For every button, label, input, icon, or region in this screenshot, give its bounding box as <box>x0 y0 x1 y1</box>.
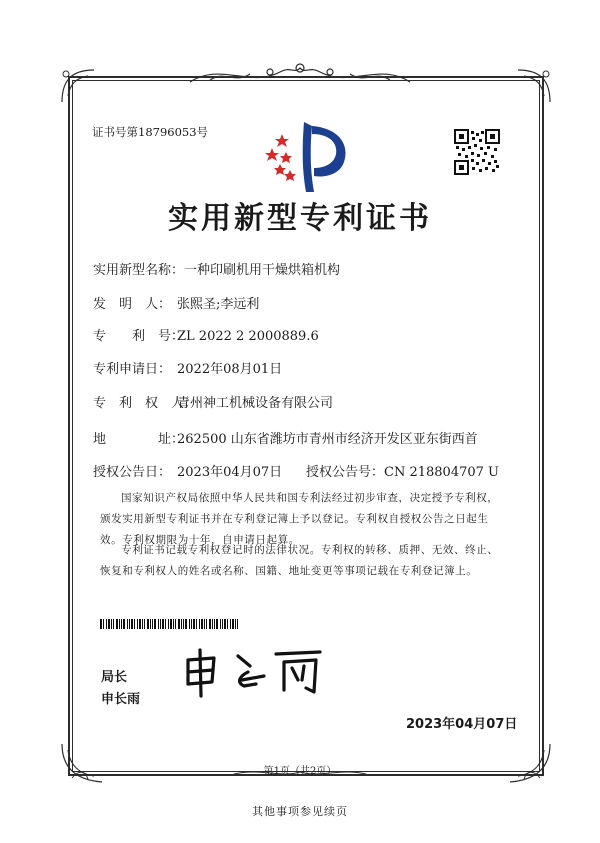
field-patent-number <box>93 325 319 344</box>
field-value: 2022年08月01日 <box>177 362 283 377</box>
certificate-title: 实用新型专利证书 <box>168 201 432 236</box>
corner-ornament-icon <box>58 66 98 106</box>
patent-office-emblem-icon <box>262 118 358 194</box>
certificate-number: 证书号第18796053号 <box>92 125 209 139</box>
field-grant-announcement-number <box>306 461 499 480</box>
handwritten-signature <box>180 646 330 698</box>
top-ornament-icon <box>180 60 420 90</box>
field-patentee <box>93 392 333 411</box>
statement-paragraph: 专利证书记载专利权登记时的法律状况。专利权的转移、质押、无效、终止、恢复和专利权人的姓名或名称、国籍、地址变更等事项记载在专利登记簿上。 <box>100 544 499 577</box>
field-label: 专 利 权 人： <box>93 396 198 411</box>
field-inventor <box>93 293 259 312</box>
field-filing-date <box>93 358 282 377</box>
qr-code-icon <box>454 129 500 175</box>
page-number: 第1页（共2页） <box>263 766 337 777</box>
field-value: ZL 2022 2 2000889.6 <box>177 329 319 344</box>
field-value: CN 218804707 U <box>384 465 499 480</box>
field-label: 专利申请日： <box>93 362 172 377</box>
field-value: 青州神工机械设备有限公司 <box>177 396 334 411</box>
field-value: 2023年04月07日 <box>177 465 283 480</box>
field-label: 授权公告号： <box>306 465 385 480</box>
field-value: 张熙圣;李远利 <box>177 297 260 312</box>
field-label: 发 明 人： <box>93 297 172 312</box>
field-label: 地 址： <box>93 432 185 447</box>
barcode-icon <box>100 619 240 629</box>
sign-date: 2023年04月07日 <box>406 717 518 732</box>
footer-note: 其他事项参见续页 <box>252 805 348 818</box>
statement-paragraph: 国家知识产权局依照中华人民共和国专利法经过初步审查，决定授予专利权，颁发实用新型专利证书并在专利登记簿上予以登记。专利权自授权公告之日起生效。专利权期限为十年，自申请日起算。 <box>100 492 499 546</box>
field-label: 专 利 号： <box>93 329 185 344</box>
field-label: 授权公告日： <box>93 465 172 480</box>
signatory-name: 申长雨 <box>101 692 141 707</box>
field-address <box>93 428 478 447</box>
field-utility-model-name <box>93 259 340 278</box>
corner-ornament-icon <box>514 66 554 106</box>
field-value: 262500 山东省潍坊市青州市经济开发区亚东街西首 <box>177 432 478 447</box>
field-grant-announcement-date <box>93 461 282 480</box>
signatory-title: 局长 <box>101 670 128 685</box>
field-label: 实用新型名称： <box>93 263 185 278</box>
field-value: 一种印刷机用干燥烘箱机构 <box>184 263 341 278</box>
